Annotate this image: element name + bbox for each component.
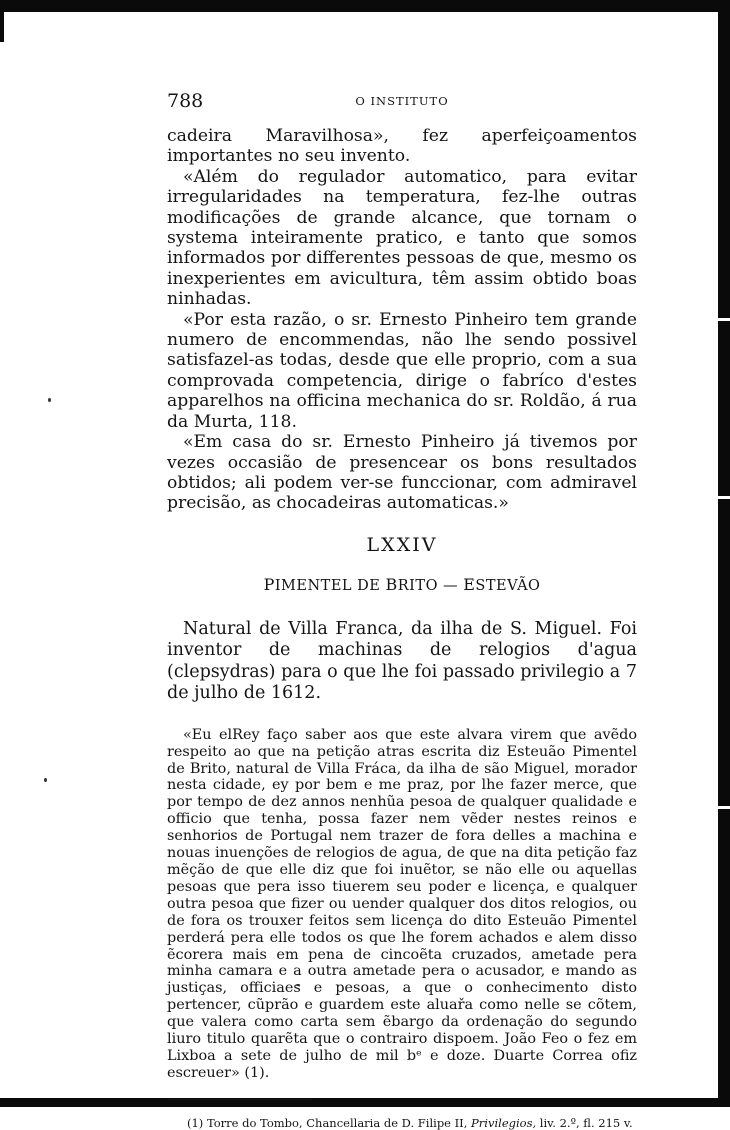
subtitle-initial: B bbox=[385, 574, 398, 594]
footnote-italic: Privilegios, bbox=[471, 1115, 537, 1130]
subtitle-text: STEVÃO bbox=[475, 577, 541, 594]
scan-speck bbox=[44, 778, 47, 782]
royal-charter-quote bbox=[167, 727, 637, 1082]
page-number: 788 bbox=[167, 90, 204, 112]
subtitle-initial: E bbox=[463, 574, 476, 594]
subtitle-initial: P bbox=[263, 574, 275, 594]
intro-paragraph: Natural de Villa Franca, da ilha de S. Miguel. Foi inventor de machinas de relogios d'agua (clepsydras) para o que lhe foi passado privilegio a 7 de julho de 1612. bbox=[167, 618, 637, 704]
footnote-suffix: liv. 2.º, fl. 215 v. bbox=[536, 1115, 633, 1130]
running-head bbox=[167, 90, 637, 114]
scan-border-top bbox=[0, 0, 730, 12]
subtitle-text: IMENTEL DE bbox=[274, 577, 386, 594]
body-paragraph: cadeira Maravilhosa», fez aperfeiçoamentos importantes no seu invento. bbox=[167, 126, 637, 167]
entry-intro bbox=[167, 619, 637, 705]
footnote-rule bbox=[167, 1099, 312, 1100]
subtitle-text: RITO — bbox=[397, 577, 464, 594]
body-paragraph: «Além do regulador automatico, para evitar irregularidades na temperatura, fez-lhe outras modificações de grande alcance, que tornam o systema inteiramente pratico, e tanto que somos informados por differentes pessoas de que, mesmo os inexperientes em avicultura, têm assim obtido boas ninhadas. bbox=[167, 166, 637, 310]
running-title: O INSTITUTO bbox=[355, 94, 449, 108]
footnote-prefix: (1) Torre do Tombo, Chancellaria de D. Filipe II, bbox=[187, 1115, 472, 1130]
footnote bbox=[167, 1116, 637, 1130]
quote-paragraph: «Eu elRey faço saber aos que este alvara virem que avẽdo respeito ao que na petição atras escrita diz Esteuão Pimentel de Brito, natural de Villa Fráca, da ilha de são Miguel, morador nesta cidade, ey por bem e me praz, por lhe fazer merce, que por tempo de dez annos nenhũa pesoa de qualquer qualidade e officio que tenha, possa fazer nem vẽder nestes reinos e senhorios de Portugal nem trazer de fora delles a machina e nouas inuenções de relogios de agua, de que na dita petição faz mẽção de que elle diz que foi inuẽtor, se não elle ou aquellas pesoas que pera isso tiuerem seu poder e licença, e qualquer outra pesoa que fizer ou uender qualquer dos ditos relogios, ou de fora os trouxer feitos sem licença do dito Esteuão Pimentel perderá pera elle todos os que lhe forem achados e alem disso ẽcorera mais em pena de cincoẽta cruzados, ametade pera minha camara e a outra ametade pera o acusador, e mando as justiças, officiaes e pesoas, a que o conhecimento disto pertencer, cũprão e guardem este aluařa como nelle se cõtem, que valera como carta sem ẽbargo da ordenação do segundo liuro titulo quarẽta que o contrairo dispoem. João Feo o fez em Lixboa a sete de julho de mil bᵉ e doze. Duarte Correa ofiz escreuer» (1). bbox=[167, 726, 637, 1081]
scan-speck bbox=[48, 398, 51, 402]
body-text bbox=[167, 126, 637, 514]
chapter-subtitle bbox=[167, 575, 637, 594]
scan-border-right bbox=[718, 0, 730, 1107]
body-paragraph: «Em casa do sr. Ernesto Pinheiro já tivemos por vezes occasião de presencear os bons resultados obtidos; ali podem ver-se funccionar, com admiravel precisão, as chocadeiras automaticas.» bbox=[167, 432, 637, 514]
chapter-numeral: LXXIV bbox=[366, 533, 438, 556]
body-paragraph: «Por esta razão, o sr. Ernesto Pinheiro tem grande numero de encommendas, não lhe sendo possivel satisfazel-as todas, desde que elle proprio, com a sua comprovada competencia, dirige o fabríco d'estes apparelhos na officina mechanica do sr. Roldão, á rua da Murta, 118. bbox=[167, 309, 637, 432]
book-page bbox=[167, 90, 637, 1130]
scan-corner-mark bbox=[0, 12, 4, 42]
